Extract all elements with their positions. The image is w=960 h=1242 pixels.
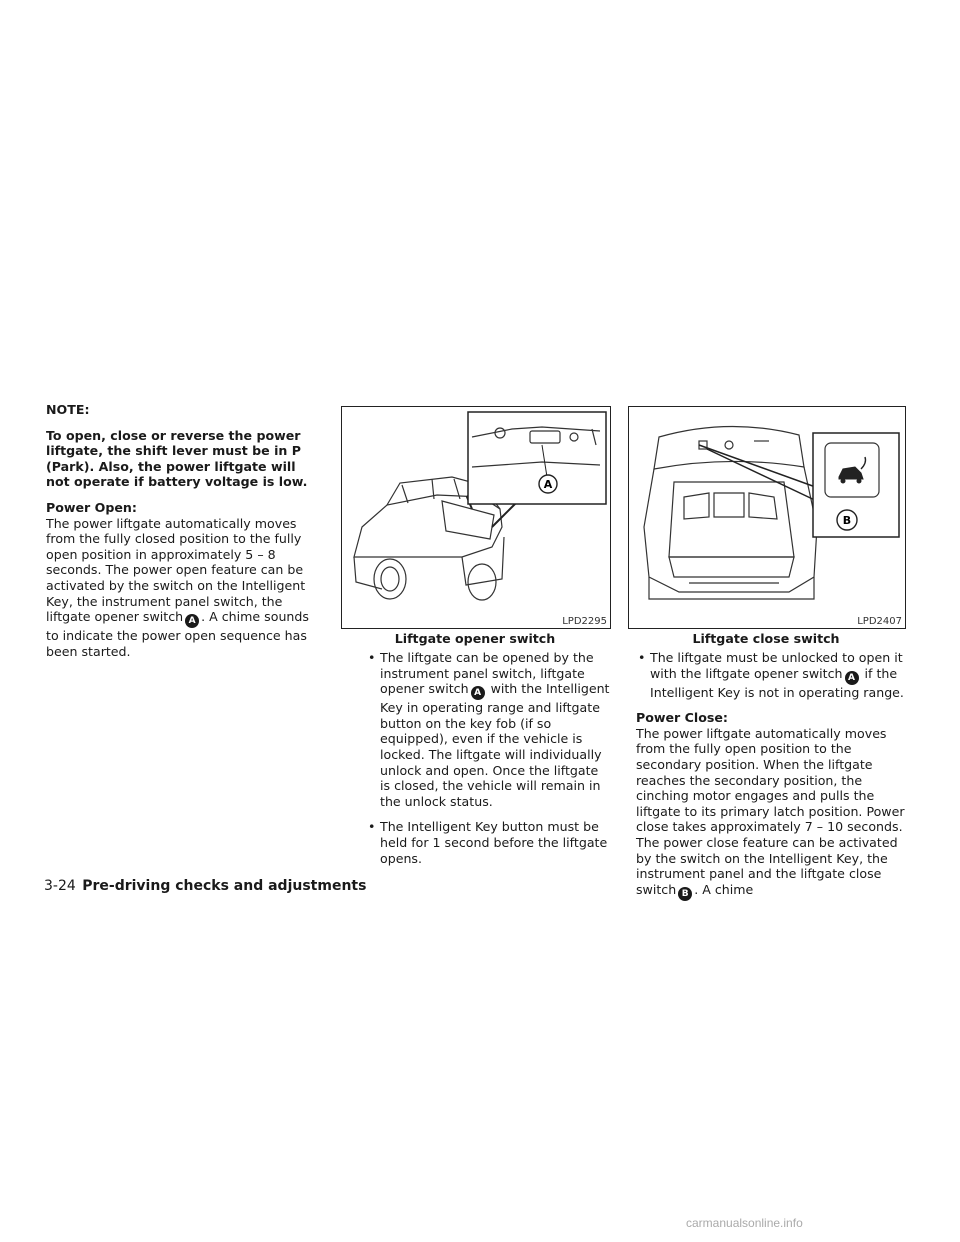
figure1-callout: A — [543, 478, 553, 491]
bullet-item: • The Intelligent Key button must be held for 1 second before the liftgate opens. — [366, 819, 610, 866]
figure2-code: LPD2407 — [857, 616, 902, 627]
power-close-heading: Power Close: — [636, 710, 728, 726]
figure2-callout: B — [842, 514, 852, 527]
liftgate-opener-figure — [341, 406, 611, 629]
power-open-heading: Power Open: — [46, 499, 137, 515]
watermark: carmanualsonline.info — [686, 1216, 803, 1230]
page-footer — [44, 878, 366, 894]
callout-a-marker: A — [471, 686, 485, 700]
left-column — [46, 402, 322, 659]
callout-a-marker: A — [845, 671, 859, 685]
liftgate-close-illustration — [629, 407, 905, 628]
bullet-item: • The liftgate must be unlocked to open it with the liftgate opener switch A if the Intelligent Key is not in operating range. — [636, 650, 906, 700]
liftgate-opener-illustration — [342, 407, 610, 628]
callout-a-marker: A — [185, 614, 199, 628]
power-open-text: The power liftgate automatically moves from the fully closed position to the fully open position in approximately 5 – 8 seconds. The power open feature can be activated by the switch on the Intelligent Key, the instrument panel switch, the liftgate opener switch A . A chime sounds to indicate the power open sequence has been started. — [46, 515, 309, 659]
bullet-item: • The liftgate can be opened by the instrument panel switch, liftgate opener switch A with the Intelligent Key in operating range and liftgate button on the key fob (if so equipped), even if the vehicle is locked. The liftgate will individually unlock and open. Once the liftgate is closed, the vehicle will remain in the unlock status. — [366, 650, 610, 809]
figure1-caption: Liftgate opener switch — [394, 631, 556, 646]
power-close-text: The power liftgate automatically moves from the fully open position to the secondary position. When the liftgate reaches the secondary position, the cinching motor engages and pulls the liftgate to its primary latch position. Power close takes approximately 7 – 10 seconds. The power close feature can be activated by the switch on the Intelligent Key, the instrument panel and the liftgate close switch B . A chime — [636, 725, 905, 899]
figure2-caption: Liftgate close switch — [692, 631, 840, 646]
right-column — [636, 650, 906, 901]
page-number: 3-24 — [44, 878, 76, 894]
figure1-code: LPD2295 — [562, 616, 607, 627]
liftgate-close-figure — [628, 406, 906, 629]
note-heading: NOTE: — [46, 402, 90, 417]
note-text: To open, close or reverse the power liftgate, the shift lever must be in P (Park). Also, the power liftgate will not operate if battery voltage is low. — [46, 427, 308, 490]
callout-b-marker: B — [678, 887, 692, 901]
middle-column — [366, 650, 610, 866]
section-title: Pre-driving checks and adjustments — [82, 878, 367, 894]
